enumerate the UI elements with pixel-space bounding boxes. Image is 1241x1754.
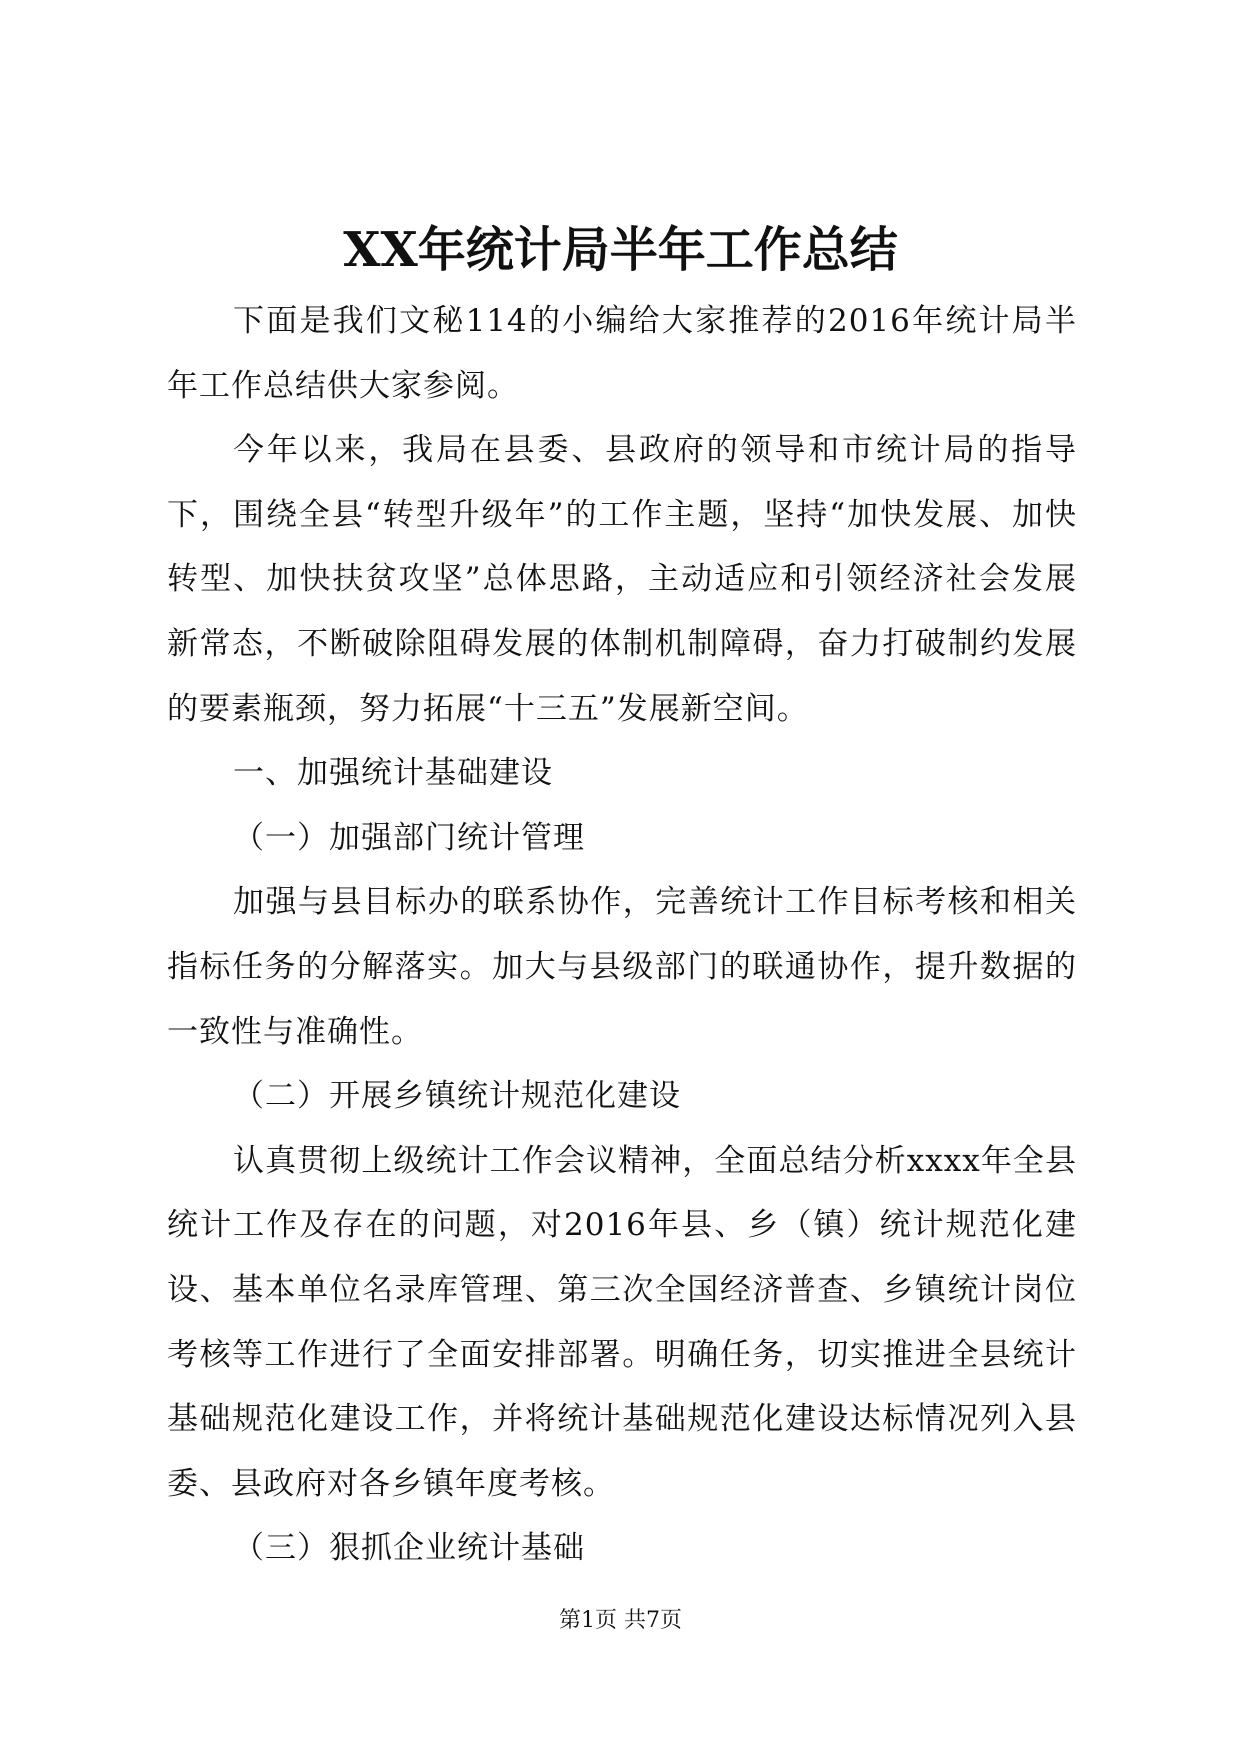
document-body	[167, 289, 1077, 1581]
document-title: XX年统计局半年工作总结	[343, 222, 898, 278]
intro-paragraph: 下面是我们文秘114的小编给大家推荐的2016年统计局半年工作总结供大家参阅。	[167, 303, 1077, 404]
subsection-paragraph-1: 加强与县目标办的联系协作，完善统计工作目标考核和相关指标任务的分解落实。加大与县级部门的联通协作，提升数据的一致性与准确性。	[167, 884, 1077, 1050]
section-heading-1: 一、加强统计基础建设	[233, 755, 553, 792]
overview-paragraph: 今年以来，我局在县委、县政府的领导和市统计局的指导下，围绕全县“转型升级年”的工作主题，坚持“加快发展、加快转型、加快扶贫攻坚”总体思路，主动适应和引领经济社会发展新常态，不断破除阻碍发展的体制机制障碍，奋力打破制约发展的要素瓶颈，努力拓展“十三五”发展新空间。	[167, 432, 1077, 727]
subsection-paragraph-2: 认真贯彻上级统计工作会议精神，全面总结分析xxxx年全县统计工作及存在的问题，对2016年县、乡（镇）统计规范化建设、基本单位名录库管理、第三次全国经济普查、乡镇统计岗位考核等工作进行了全面安排部署。明确任务，切实推进全县统计基础规范化建设工作，并将统计基础规范化建设达标情况列入县委、县政府对各乡镇年度考核。	[167, 1142, 1077, 1502]
subsection-heading-3: （三）狠抓企业统计基础	[233, 1530, 585, 1567]
subsection-heading-2: （二）开展乡镇统计规范化建设	[233, 1078, 681, 1115]
page-footer: 第1页 共7页	[559, 1608, 682, 1633]
subsection-heading-1: （一）加强部门统计管理	[233, 819, 585, 856]
